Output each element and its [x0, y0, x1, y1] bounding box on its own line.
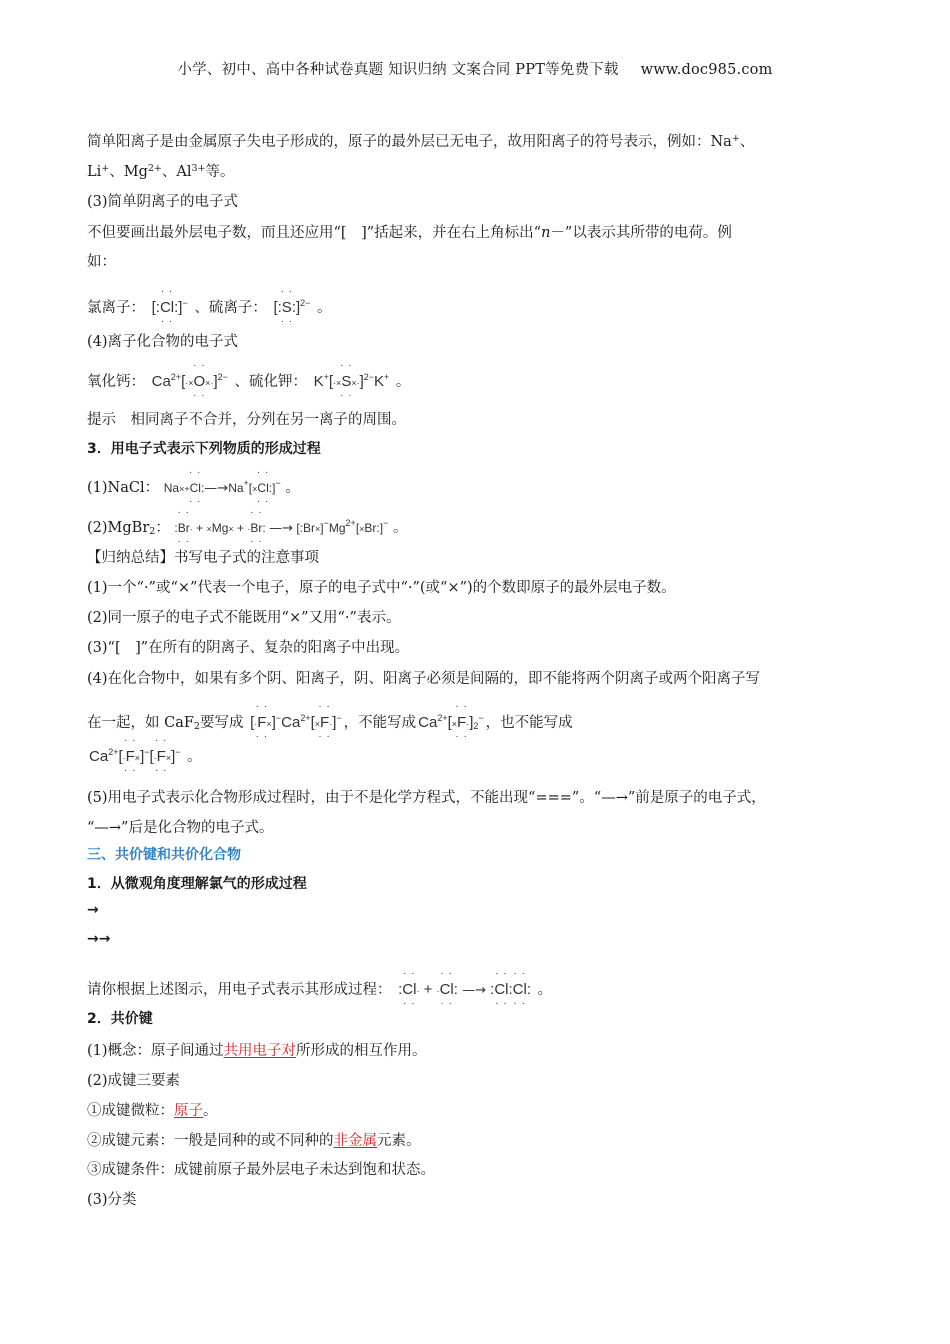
caf2-wrong-formula-1: $Ca^{2+}[\times$ · · F · · $\cdot]_2^-$: [418, 701, 484, 742]
answer-shared-pair: 共用电子对: [223, 1043, 297, 1059]
element-particle: ①成键微粒：原子。: [87, 1103, 218, 1119]
mgbr2-formula: : · · Br · · · + ×Mg× + · · · Br · · : —→ $[:Br\times]^-Mg^{2+}[\times Br:]^-$: [174, 507, 389, 547]
classification-title: (3)分类: [87, 1192, 137, 1208]
nacl-formation: (1)NaCl： Na×+ · · Cl · · :—→Na+[× · · Cl · · :]− 。: [87, 467, 300, 507]
ionic-examples: 氧化钙： $Ca^{2+}[\cdot\times$ · · O · · ×·]$^{2-}$ 、硫化钾： K+[·× · · S · · ×·]$^{2-}$K+ 。: [87, 360, 411, 401]
mgbr2-formation: (2)MgBr$_2$： : · · Br · · · + ×Mg× + · · · Br · · : —→ $[:Br\times]^-Mg^{2+}[\times Br:]^-$ 。: [87, 507, 408, 547]
arrow-row-1: →: [87, 902, 99, 918]
three-elements-title: (2)成键三要素: [87, 1073, 181, 1089]
header-text: 小学、初中、高中各种试卷真题 知识归纳 文案合同 PPT等免费下载: [177, 62, 619, 78]
arrow-row-2: →→: [87, 931, 111, 947]
element-condition: ③成键条件：成键前原子最外层电子未达到饱和状态。: [87, 1162, 435, 1178]
caf2-wrong-formula-2-line: $Ca^{2+}[\cdot$ · · F · · ×]−[· · · F · · ×]− 。: [89, 735, 202, 776]
caf2-wrong-formula-2: $Ca^{2+}[\cdot$ · · F · · ×]−[· · · F · · ×]−: [89, 735, 181, 776]
nacl-formula: Na×+ · · Cl · · :—→Na+[× · · Cl · · :]−: [163, 467, 281, 507]
note-1: (1)一个“·”或“×”代表一个电子，原子的电子式中“·”(或“×”)的个数即原子的最外层电子数。: [87, 580, 676, 596]
section-ionic-title: (4)离子化合物的电子式: [87, 334, 239, 350]
cl2-formation: 请你根据上述图示，用电子式表示其形成过程： : · · Cl · · · + · · · Cl · · : —→ : · · Cl · · : · · Cl · · : 。: [87, 968, 553, 1009]
note-2: (2)同一原子的电子式不能既用“×”又用“·”表示。: [87, 610, 401, 626]
answer-nonmetal: 非金属: [333, 1133, 377, 1149]
heading-chlorine-formation: 1．从微观角度理解氯气的形成过程: [87, 876, 307, 892]
header-site-link[interactable]: www.doc985.com: [640, 62, 773, 78]
tip: 提示 相同离子不合并，分列在另一离子的周围。: [87, 412, 406, 428]
paragraph-anion-cont: 如：: [87, 254, 116, 270]
page-header: [0, 58, 950, 79]
element-type: ②成键元素：一般是同种的或不同种的非金属元素。: [87, 1133, 421, 1149]
section-3-title: 三、共价键和共价化合物: [87, 847, 241, 863]
note-3: (3)“[ ]”在所有的阴离子、复杂的阳离子中出现。: [87, 640, 410, 656]
paragraph-anion: 不但要画出最外层电子数，而且还应用“[ ]”括起来，并在右上角标出“n－”以表示其所带的电荷。例: [87, 225, 732, 241]
anion-examples: 氯离子： [: · · Cl · · :]− 、硫离子： [: · · S · · :]$^{2-}$ 。: [87, 286, 332, 327]
summary-title: 【归纳总结】书写电子式的注意事项: [87, 550, 319, 566]
heading-covalent-bond: 2．共价键: [87, 1011, 153, 1027]
sulfide-ion-formula: [: · · S · · :]$^{2-}$: [273, 286, 311, 327]
paragraph-cation: 简单阳离子是由金属原子失电子形成的，原子的最外层已无电子，故用阳离子的符号表示，例如：Na+、: [87, 133, 755, 150]
note-5-cont: “—→”后是化合物的电子式。: [87, 820, 274, 836]
note-5: (5)用电子式表示化合物形成过程时，由于不是化学方程式，不能出现“===”。“—→”前是原子的电子式，: [87, 790, 766, 806]
note-4: (4)在化合物中，如果有多个阴、阳离子，阴、阳离子必须是间隔的，即不能将两个阴离子或两个阳离子写: [87, 671, 761, 687]
paragraph-cation-cont: Li+、$Mg^{2+}$、$Al^{3+}$等。: [87, 163, 235, 180]
answer-atom: 原子: [174, 1103, 203, 1119]
caf2-correct-formula: [· · · F · · $\times]^-Ca^{2+}[\times$ · · F · · ·]−: [250, 701, 342, 742]
concept: (1)概念：原子间通过共用电子对所形成的相互作用。: [87, 1043, 427, 1059]
section-anion-title: (3)简单阴离子的电子式: [87, 194, 239, 210]
cl2-formula: : · · Cl · · · + · · · Cl · · : —→ : · · Cl · · : · · Cl · · :: [398, 968, 532, 1009]
potassium-sulfide-formula: K+[·× · · S · · ×·]$^{2-}$K+: [313, 360, 390, 401]
calcium-oxide-formula: $Ca^{2+}[\cdot\times$ · · O · · ×·]$^{2-}$: [151, 360, 228, 401]
heading-formation-process: 3．用电子式表示下列物质的形成过程: [87, 441, 321, 457]
note-4-cont: 在一起，如 CaF$_2$要写成 [· · · F · · $\times]^-Ca^{2+}[\times$ · · F · · ·]− ，不能写成 $Ca^{2+}[\times$ · · F · · $\cdot]_2^-$ ，也不能写成: [87, 701, 573, 742]
chloride-ion-formula: [: · · Cl · · :]−: [151, 286, 188, 327]
